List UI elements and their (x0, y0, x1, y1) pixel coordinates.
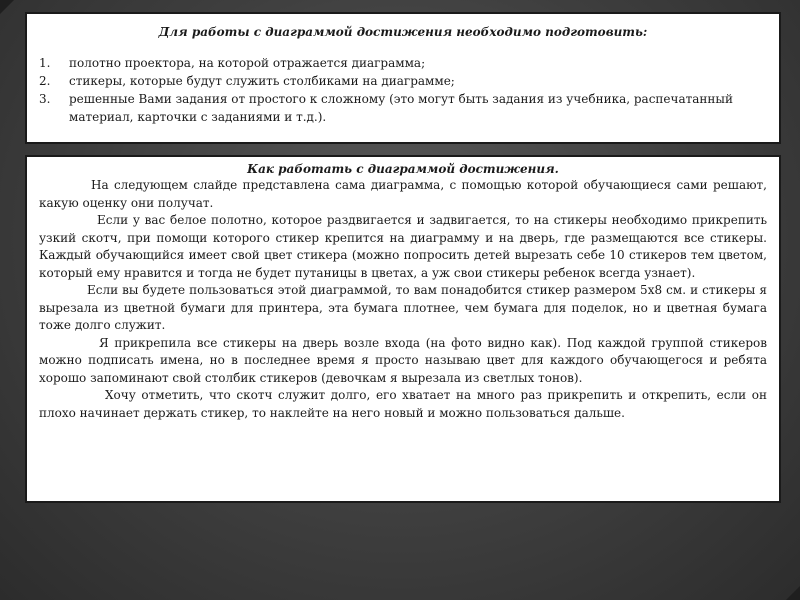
instruction-paragraph: На следующем слайде представлена сама диаграмма, с помощью которой обучающиеся сами решают, какую оценку они получат. (39, 178, 767, 210)
preparation-panel (25, 12, 781, 144)
list-item-text: полотно проектора, на которой отражается диаграмма; (69, 56, 426, 70)
corner-decoration-top-left (0, 0, 14, 14)
preparation-title: Для работы с диаграммой достижения необходимо подготовить: (158, 25, 648, 39)
instruction-paragraph: Если вы будете пользоваться этой диаграммой, то вам понадобится стикер размером 5х8 см. и стикеры я вырезала из цветной бумаги для принтера, эта бумага плотнее, чем бумага для поделок, но и цветная бумага тоже долго служит. (39, 283, 767, 332)
preparation-list (39, 54, 767, 126)
corner-decoration-bottom-right (786, 586, 800, 600)
list-item (39, 72, 767, 90)
instructions-panel (25, 155, 781, 503)
list-item (39, 54, 767, 72)
instruction-paragraph: Если у вас белое полотно, которое раздвигается и задвигается, то на стикеры необходимо прикрепить узкий скотч, при помощи которого стикер крепится на диаграмму и на дверь, где размещаются все стикеры. Каждый обучающийся имеет свой цвет стикера (можно попросить детей вырезать себе 10 стикеров тем цветом, который ему нравится и тогда не будет путаницы в цветах, а уж свои стикеры ребенок всегда узнает). (39, 213, 767, 280)
list-item (39, 90, 767, 126)
instruction-paragraph: Хочу отметить, что скотч служит долго, его хватает на много раз прикрепить и открепить, если он плохо начинает держать стикер, то наклейте на него новый и можно пользоваться дальше. (39, 388, 767, 420)
instructions-title: Как работать с диаграммой достижения. (247, 162, 559, 176)
list-item-number: 3. (39, 92, 51, 106)
list-item-number: 1. (39, 56, 51, 70)
instruction-paragraph: Я прикрепила все стикеры на дверь возле входа (на фото видно как). Под каждой группой стикеров можно подписать имена, но в последнее время я просто называю цвет для каждого обучающегося и ребята хорошо запоминают свой столбик стикеров (девочкам я вырезала из светлых тонов). (39, 335, 767, 385)
list-item-number: 2. (39, 74, 51, 88)
list-item-text: стикеры, которые будут служить столбиками на диаграмме; (69, 74, 455, 88)
list-item-text: решенные Вами задания от простого к сложному (это могут быть задания из учебника, распечатанный материал, карточки с заданиями и т.д.). (69, 92, 733, 124)
